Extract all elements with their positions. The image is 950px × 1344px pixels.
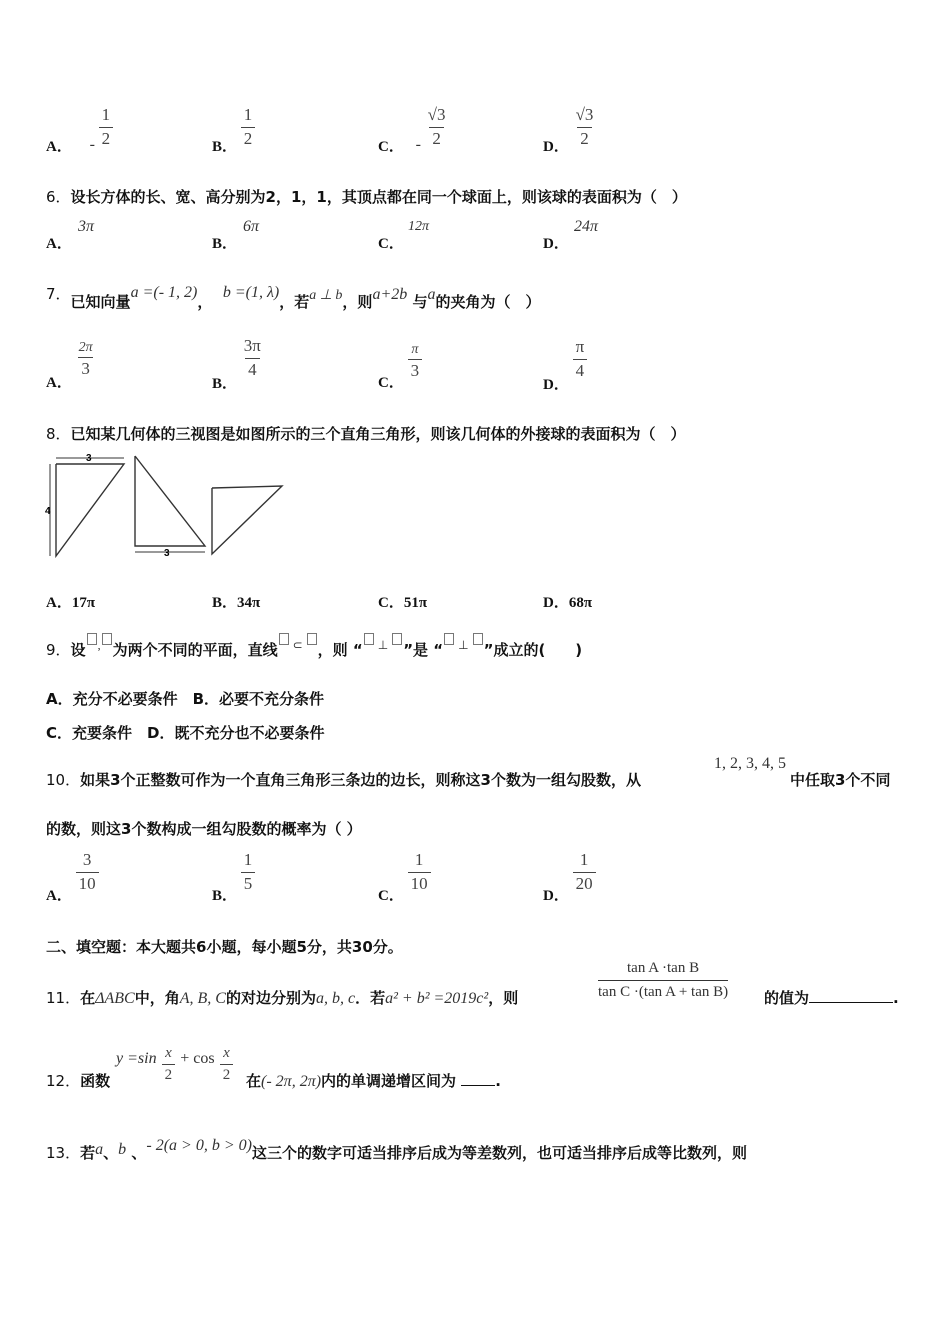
fraction: $\frac{\pi}{3}$ xyxy=(408,342,423,381)
line-in-plane-symbol: ⊂ xyxy=(278,638,318,652)
q8-option-b[interactable]: B．34π xyxy=(212,595,261,611)
section-2-heading: 二、填空题：本大题共6小题，每小题5分，共30分。 xyxy=(46,938,403,956)
front-view-triangle xyxy=(50,458,124,556)
fraction: $\frac{3\pi}{4}$ xyxy=(243,336,261,379)
q8-option-a[interactable]: A．17π xyxy=(46,595,96,611)
fraction: $\frac{1}{10}$ xyxy=(408,851,431,893)
fraction: $\frac{x}{2}$ xyxy=(162,1045,176,1083)
q8-option-d[interactable]: D．68π xyxy=(543,595,593,611)
q6-option-d[interactable]: D． xyxy=(543,236,569,252)
q9-options-row-1[interactable]: A．充分不必要条件 B．必要不充分条件 xyxy=(46,690,325,708)
fraction: $\frac{2\pi}{3}$ xyxy=(78,340,93,379)
q6-option-c-value: 12π xyxy=(408,219,430,234)
q7-option-d[interactable]: D． $\frac{\pi}{4}$ xyxy=(543,338,587,380)
q6-option-b-value: 6π xyxy=(243,218,260,235)
q7-option-b[interactable]: B． $\frac{3\pi}{4}$ xyxy=(212,337,264,379)
fraction: $\frac{1}{2}$ xyxy=(241,106,256,148)
q6-option-c[interactable]: C． xyxy=(378,236,404,252)
q6-option-a[interactable]: A． xyxy=(46,236,72,252)
answer-blank-11[interactable] xyxy=(809,1002,893,1003)
q12-function: y =sin $\frac{x}{2}$ + cos $\frac{x}{2}$ xyxy=(116,1045,233,1083)
answer-blank-12[interactable] xyxy=(461,1085,495,1086)
number-set: 1, 2, 3, 4, 5 xyxy=(714,755,786,772)
question-7: 7．已知向量a =(- 1, 2)， b =(1, λ)，若a ⊥ b，则a+2b 与a的夹角为（ ） xyxy=(46,284,541,311)
q11-fraction: tan A ·tan B tan C ·(tan A + tan B) xyxy=(598,960,729,1000)
fraction: $\frac{x}{2}$ xyxy=(220,1045,234,1083)
question-10-line-2: 的数，则这3个数构成一组勾股数的概率为（ ） xyxy=(46,820,362,838)
q5-option-b[interactable]: B． $\frac{1}{2}$ xyxy=(212,104,255,146)
q9-options-row-2[interactable]: C．充要条件 D．既不充分也不必要条件 xyxy=(46,724,325,742)
question-10-cont: 中任取3个不同 xyxy=(790,771,891,789)
dim-left: 4 xyxy=(45,506,51,517)
fraction: $\frac{1}{2}$ xyxy=(99,106,114,148)
question-12-cont: 在(- 2π, 2π)内的单调递增区间为 . xyxy=(246,1072,501,1090)
condition-2-symbol: ⊥ xyxy=(443,638,483,652)
q5-option-c[interactable]: C． - $\frac{√3}{2}$ xyxy=(378,104,449,146)
fraction: $\frac{√3}{2}$ xyxy=(575,105,594,148)
q6-option-d-value: 24π xyxy=(574,218,599,235)
fraction: $\frac{\pi}{4}$ xyxy=(573,338,588,380)
question-13: 13．若a、b 、- 2(a > 0, b > 0)这三个的数字可适当排序后成为等差数列，也可适当排序后成等比数列，则 xyxy=(46,1137,747,1162)
q7-option-c[interactable]: C． $\frac{\pi}{3}$ xyxy=(378,342,422,381)
question-11-end: 的值为 . xyxy=(764,989,899,1007)
condition-1-symbol: ⊥ xyxy=(363,638,403,652)
q10-option-d[interactable]: D． $\frac{1}{20}$ xyxy=(543,851,596,893)
q10-option-b[interactable]: B． $\frac{1}{5}$ xyxy=(212,851,255,893)
dim-bottom: 3 xyxy=(164,548,170,559)
fraction: $\frac{1}{20}$ xyxy=(573,851,596,893)
question-8: 8．已知某几何体的三视图是如图所示的三个直角三角形，则该几何体的外接球的表面积为（ ） xyxy=(46,425,686,443)
question-9: 9．设 , 为两个不同的平面，直线 ⊂ ，则 “ ⊥ ”是 “ ⊥ ”成立的( ) xyxy=(46,639,582,660)
dim-top: 3 xyxy=(86,453,92,464)
side-view-triangle xyxy=(135,456,205,552)
fraction: $\frac{3}{10}$ xyxy=(76,851,99,893)
three-views-figure xyxy=(40,450,290,565)
q10-option-a[interactable]: A． $\frac{3}{10}$ xyxy=(46,851,99,893)
top-view-triangle xyxy=(212,486,282,554)
q6-option-b[interactable]: B． xyxy=(212,236,238,252)
question-11: 11．在ΔABC中，角A, B, C的对边分别为a, b, c．若a² + b² =2019c²，则 xyxy=(46,989,519,1007)
question-6: 6．设长方体的长、宽、高分别为2，1，1，其顶点都在同一个球面上，则该球的表面积为（ ） xyxy=(46,188,687,206)
fraction: $\frac{1}{5}$ xyxy=(241,851,256,893)
q5-option-d[interactable]: D． $\frac{√3}{2}$ xyxy=(543,104,596,146)
question-10: 10．如果3个正整数可作为一个直角三角形三条边的边长，则称这3个数为一组勾股数，从 xyxy=(46,771,641,789)
q5-option-a[interactable]: A． - $\frac{1}{2}$ xyxy=(46,104,113,146)
planes-symbol: , xyxy=(86,638,113,652)
question-12: 12．函数 xyxy=(46,1072,111,1090)
q10-option-c[interactable]: C． $\frac{1}{10}$ xyxy=(378,851,431,893)
fraction: $\frac{√3}{2}$ xyxy=(427,105,446,148)
q8-option-c[interactable]: C．51π xyxy=(378,595,428,611)
q6-option-a-value: 3π xyxy=(78,218,95,235)
q7-option-a[interactable]: A． $\frac{2\pi}{3}$ xyxy=(46,340,96,379)
